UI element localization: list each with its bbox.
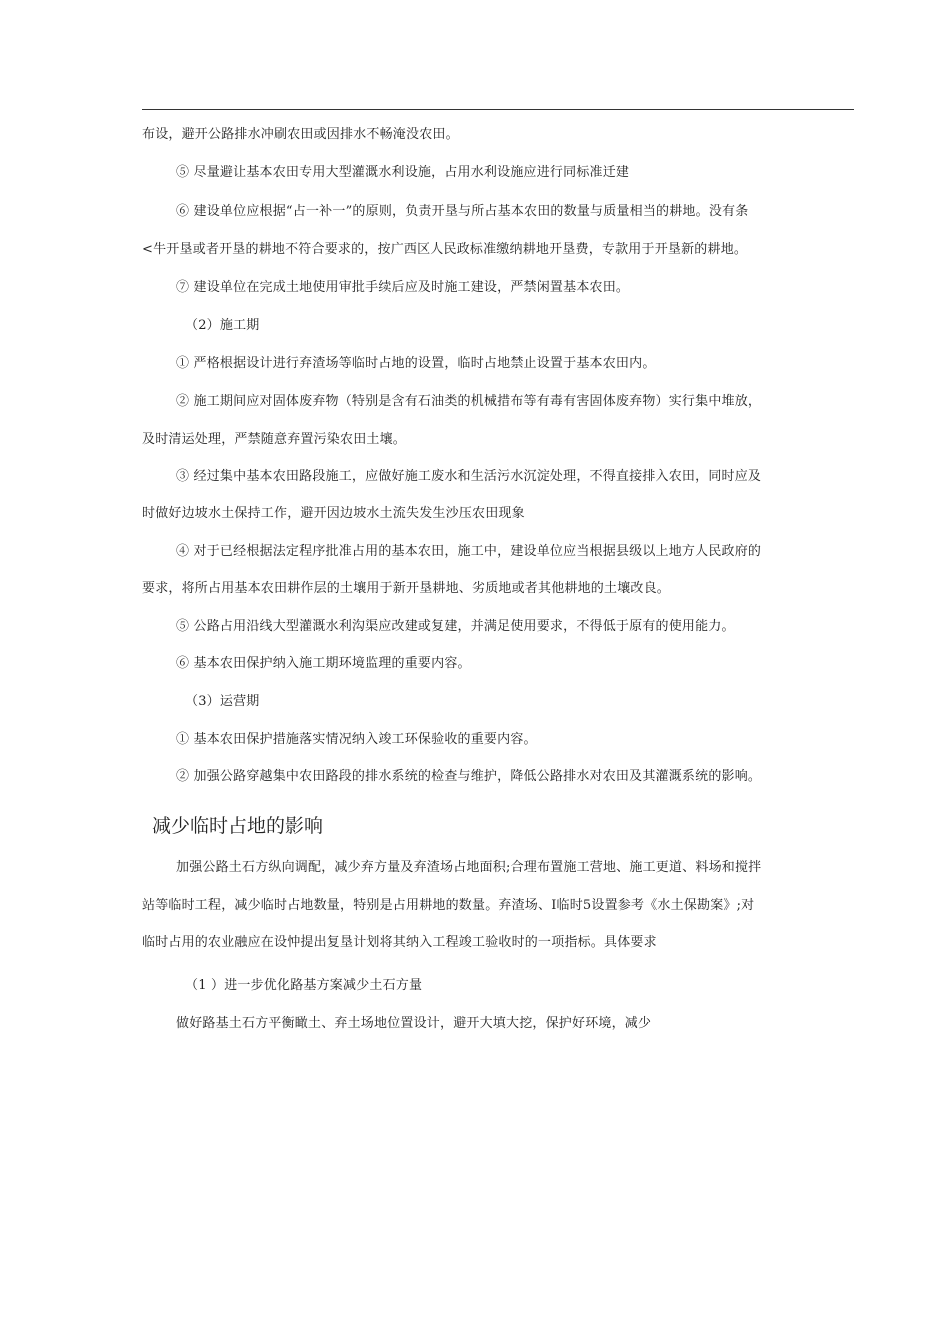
subsection-title: （3）运营期 (185, 694, 260, 709)
paragraph-line: 临时占用的农业融应在设忡提出复垦计划将其纳入工程竣工验收时的一项指标。具体要求 (142, 935, 657, 950)
list-item: ① 基本农田保护措施落实情况纳入竣工环保验收的重要内容。 (176, 732, 537, 747)
text-line: 布设，避开公路排水冲刷农田或因排水不畅淹没农田。 (142, 127, 459, 142)
list-item: ⑤ 尽量避让基本农田专用大型灌溉水利设施，占用水利设施应进行同标准迁建 (176, 165, 630, 180)
text-line: <牛开垦或者开垦的耕地不符合要求的，按广西区人民政标准缴纳耕地开垦费，专款用于开垦新的耕地。 (142, 242, 748, 257)
header-rule (142, 109, 854, 110)
list-item: ⑥ 基本农田保护纳入施工期环境监理的重要内容。 (176, 656, 471, 671)
list-item: ② 加强公路穿越集中农田路段的排水系统的检查与维护，降低公路排水对农田及其灌溉系统的影响。 (176, 769, 762, 784)
text-line: 时做好边坡水土保持工作，避开因边坡水土流失发生沙压农田现象 (142, 506, 525, 521)
list-item: ⑥ 建设单位应根据“占一补一”的原则，负责开垦与所占基本农田的数量与质量相当的耕地。没有条 (176, 204, 749, 219)
subsection-title: （2）施工期 (185, 318, 260, 333)
paragraph-line: 站等临时工程，减少临时占地数量，特别是占用耕地的数量。弃渣场、Ⅰ临时5设置参考《水土保勘案》;对 (142, 898, 755, 913)
section-heading: 减少临时占地的影响 (152, 815, 324, 837)
subsection-title: （1 ）进一步优化路基方案减少土石方量 (185, 978, 423, 993)
list-item: ⑤ 公路占用沿线大型灌溉水利沟渠应改建或复建，并满足使用要求，不得低于原有的使用能力。 (176, 619, 735, 634)
list-item: ① 严格根据设计进行弃渣场等临时占地的设置，临时占地禁止设置于基本农田内。 (176, 356, 656, 371)
list-item: ③ 经过集中基本农田路段施工，应做好施工废水和生活污水沉淀处理，不得直接排入农田，同时应及 (176, 469, 762, 484)
list-item: ④ 对于已经根据法定程序批准占用的基本农田，施工中，建设单位应当根据县级以上地方人民政府的 (176, 544, 762, 559)
paragraph-line: 做好路基土石方平衡瞰土、弃土场地位置设计，避开大填大挖，保护好环境，减少 (176, 1016, 652, 1031)
text-line: 及时清运处理，严禁随意弃置污染农田土壤。 (142, 432, 407, 447)
list-item: ⑦ 建设单位在完成土地使用审批手续后应及时施工建设，严禁闲置基本农田。 (176, 280, 630, 295)
text-line: 要求，将所占用基本农田耕作层的土壤用于新开垦耕地、劣质地或者其他耕地的土壤改良。 (142, 581, 671, 596)
list-item: ② 施工期间应对固体废弃物（特别是含有石油类的机械措布等有毒有害固体废弃物）实行集中堆放， (176, 394, 762, 409)
paragraph-line: 加强公路土石方纵向调配，减少弃方量及弃渣场占地面积;合理布置施工营地、施工更道、料场和搅拌 (176, 860, 762, 875)
